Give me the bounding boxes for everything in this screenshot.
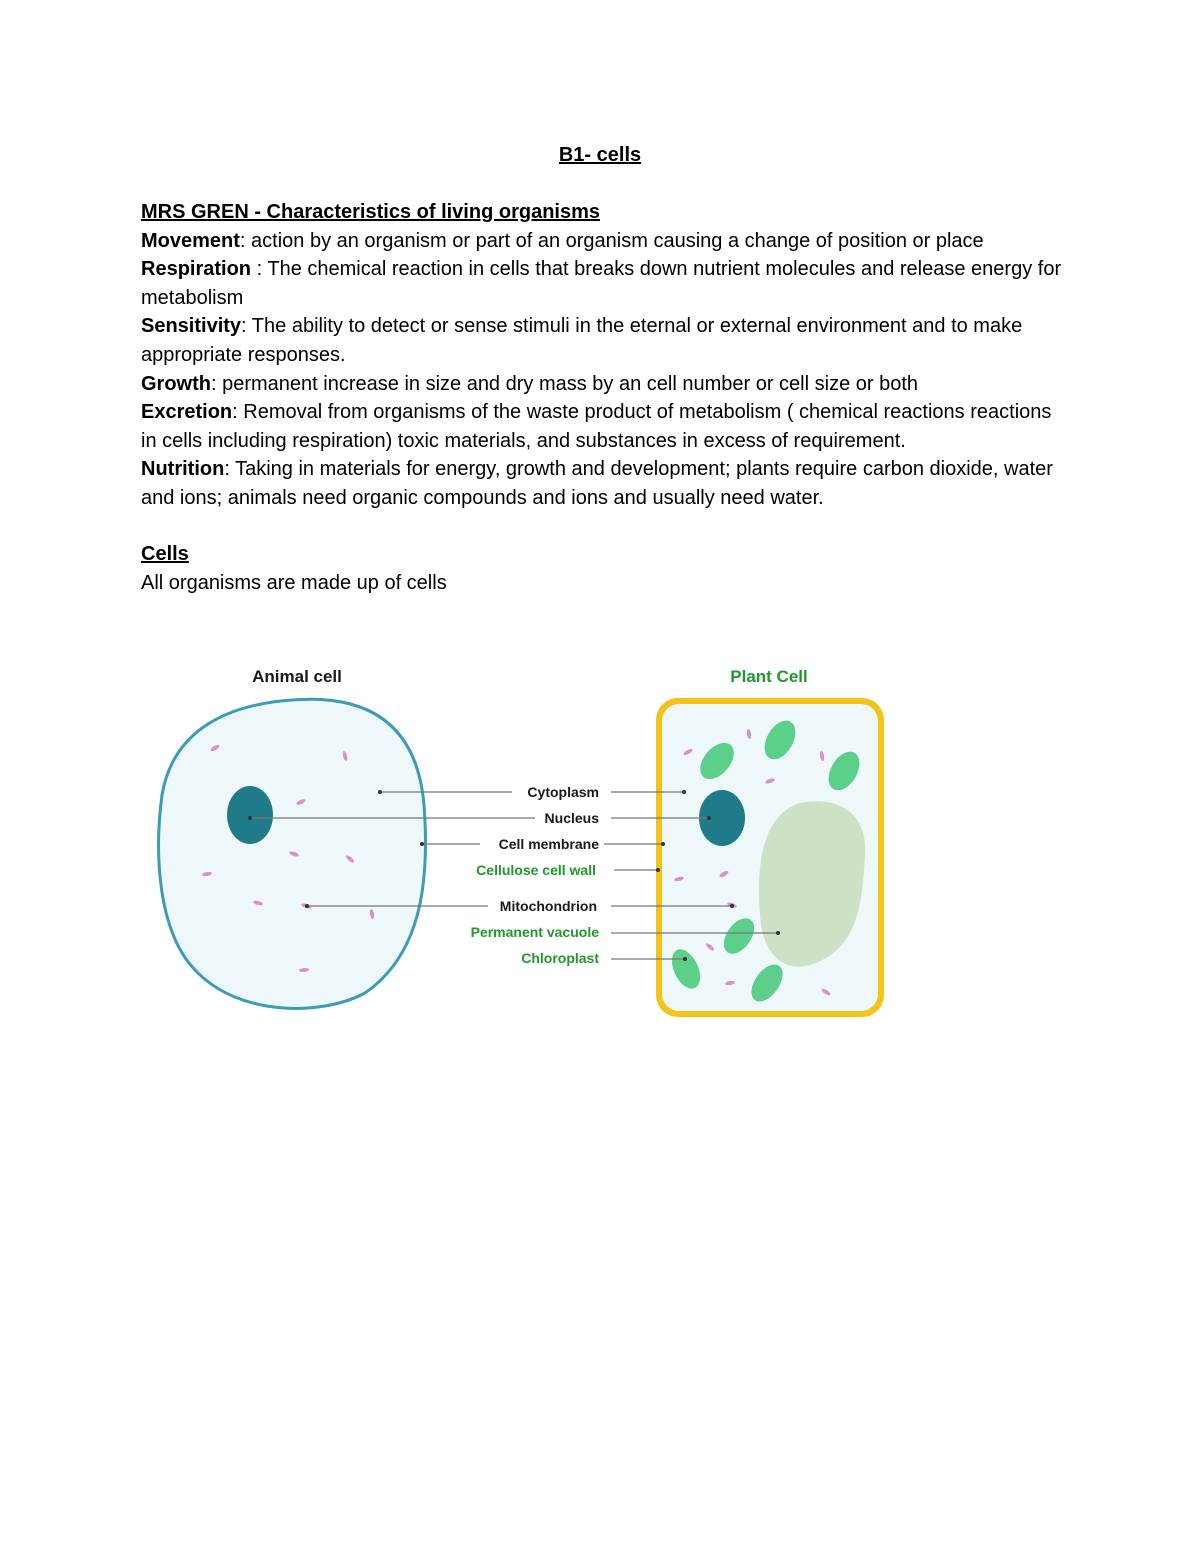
definition-text: The ability to detect or sense stimuli in the eternal or external environment and to make appropriate responses. bbox=[141, 315, 1023, 366]
term-growth: Growth bbox=[141, 372, 211, 395]
label-nucleus: Nucleus bbox=[544, 810, 599, 826]
animal-cell-title: Animal cell bbox=[252, 667, 342, 686]
cell-diagram bbox=[150, 655, 900, 1025]
term-respiration: Respiration bbox=[141, 258, 252, 281]
definition-growth bbox=[141, 370, 1071, 399]
definition-text: Removal from organisms of the waste product of metabolism ( chemical reactions reactions in cells including respiration) toxic materials, and substances in excess of requirement. bbox=[141, 401, 1052, 452]
animal-nucleus bbox=[227, 786, 273, 844]
label-permanent-vacuole: Permanent vacuole bbox=[470, 924, 599, 940]
separator: : bbox=[232, 401, 238, 424]
definition-sensitivity bbox=[141, 312, 1071, 369]
document-title: B1- cells bbox=[558, 144, 642, 166]
plant-cell-title: Plant Cell bbox=[730, 667, 808, 686]
definition-text: permanent increase in size and dry mass by an cell number or cell size or both bbox=[216, 372, 919, 395]
mrs-gren-section bbox=[141, 198, 1071, 513]
separator: : bbox=[211, 372, 217, 395]
definition-text: action by an organism or part of an organism causing a change of position or place bbox=[245, 229, 984, 252]
label-cell-membrane: Cell membrane bbox=[498, 836, 599, 852]
definition-excretion bbox=[141, 398, 1071, 455]
definition-nutrition bbox=[141, 455, 1071, 512]
separator: : bbox=[239, 229, 246, 252]
cells-section bbox=[141, 540, 1071, 597]
separator: : bbox=[224, 458, 230, 481]
term-nutrition: Nutrition bbox=[141, 458, 225, 481]
separator: : bbox=[251, 258, 263, 281]
label-chloroplast: Chloroplast bbox=[521, 950, 599, 966]
separator: : bbox=[241, 315, 247, 338]
label-cellulose-cell-wall: Cellulose cell wall bbox=[476, 862, 596, 878]
section-heading-cells: Cells bbox=[141, 543, 189, 565]
definition-text: The chemical reaction in cells that breaks down nutrient molecules and release energy for metabolism bbox=[141, 258, 1062, 309]
section-heading-mrs-gren: MRS GREN - Characteristics of living organisms bbox=[141, 201, 600, 223]
cells-paragraph: All organisms are made up of cells bbox=[141, 571, 447, 594]
definition-respiration bbox=[141, 255, 1071, 312]
label-mitochondrion: Mitochondrion bbox=[499, 898, 597, 914]
term-movement: Movement bbox=[141, 229, 240, 252]
definition-text: Taking in materials for energy, growth and development; plants require carbon dioxide, water and ions; animals need organic compounds and ions and usually need water. bbox=[141, 458, 1053, 509]
term-excretion: Excretion bbox=[141, 401, 233, 424]
term-sensitivity: Sensitivity bbox=[141, 315, 242, 338]
label-cytoplasm: Cytoplasm bbox=[527, 784, 599, 800]
definition-movement bbox=[141, 227, 1071, 256]
